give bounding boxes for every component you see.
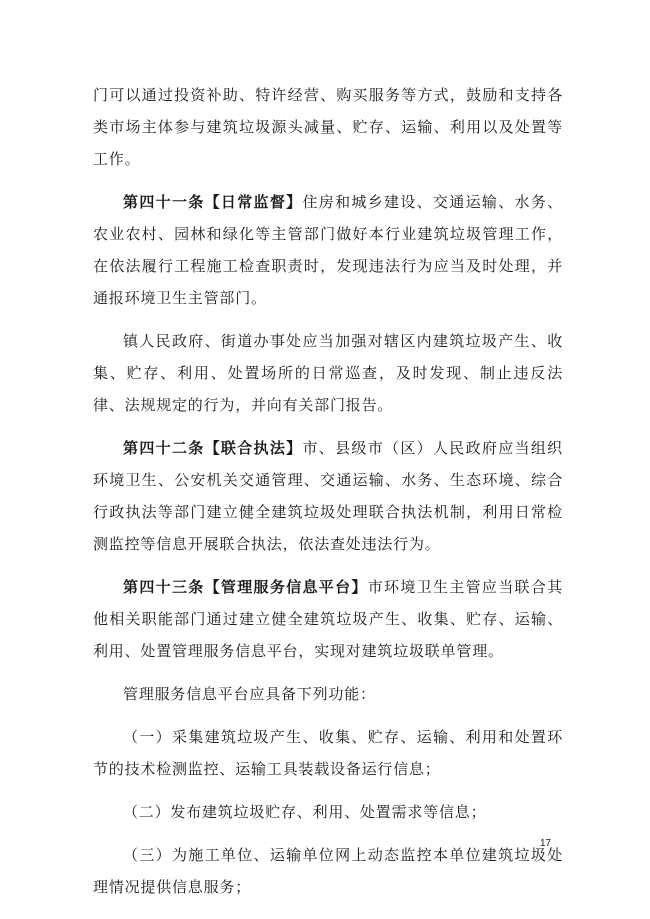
article-42 <box>93 432 563 560</box>
paragraph-text: 管理服务信息平台应具备下列功能： <box>123 685 376 703</box>
paragraph-text: 镇人民政府、街道办事处应当加强对辖区内建筑垃圾产生、收集、贮存、利用、处置场所的日常巡查，及时发现、制止违反法律、法规规定的行为，并向有关部门报告。 <box>93 332 563 414</box>
list-item-text: （三）为施工单位、运输单位网上动态监控本单位建筑垃圾处理情况提供信息服务； <box>93 846 563 896</box>
paragraph-3 <box>93 325 563 421</box>
document-body <box>93 75 563 914</box>
page-number: 17 <box>540 838 552 849</box>
list-item-text: （二）发布建筑垃圾贮存、利用、处置需求等信息； <box>123 803 487 821</box>
article-41 <box>93 186 563 314</box>
article-42-text: 市、县级市（区）人民政府应当组织环境卫生、公安机关交通管理、交通运输、水务、生态环境、综合行政执法等部门建立健全建筑垃圾处理联合执法机制，利用日常检测监控等信息开展联合执法，依法查处违法行为。 <box>93 439 563 553</box>
article-43-text: 市环境卫生主管应当联合其他相关职能部门通过建立健全建筑垃圾产生、收集、贮存、运输、利用、处置管理服务信息平台，实现对建筑垃圾联单管理。 <box>93 578 563 660</box>
paragraph-1 <box>93 79 563 175</box>
article-41-text: 住房和城乡建设、交通运输、水务、农业农村、园林和绿化等主管部门做好本行业建筑垃圾管理工作，在依法履行工程施工检查职责时，发现违法行为应当及时处理，并通报环境卫生主管部门。 <box>93 193 563 307</box>
list-item-3 <box>93 839 563 903</box>
list-item-1 <box>93 721 563 785</box>
paragraph-6 <box>93 678 563 710</box>
paragraph-text: 门可以通过投资补助、特许经营、购买服务等方式，鼓励和支持各类市场主体参与建筑垃圾源头减量、贮存、运输、利用以及处置等工作。 <box>93 86 563 168</box>
list-item-text: （一）采集建筑垃圾产生、收集、贮存、运输、利用和处置环节的技术检测监控、运输工具装载设备运行信息； <box>93 728 563 778</box>
list-item-2 <box>93 796 563 828</box>
article-43 <box>93 571 563 667</box>
article-41-heading: 第四十一条【日常监督】 <box>123 193 303 211</box>
article-43-heading: 第四十三条【管理服务信息平台】 <box>123 578 368 596</box>
article-42-heading: 第四十二条【联合执法】 <box>123 439 303 457</box>
